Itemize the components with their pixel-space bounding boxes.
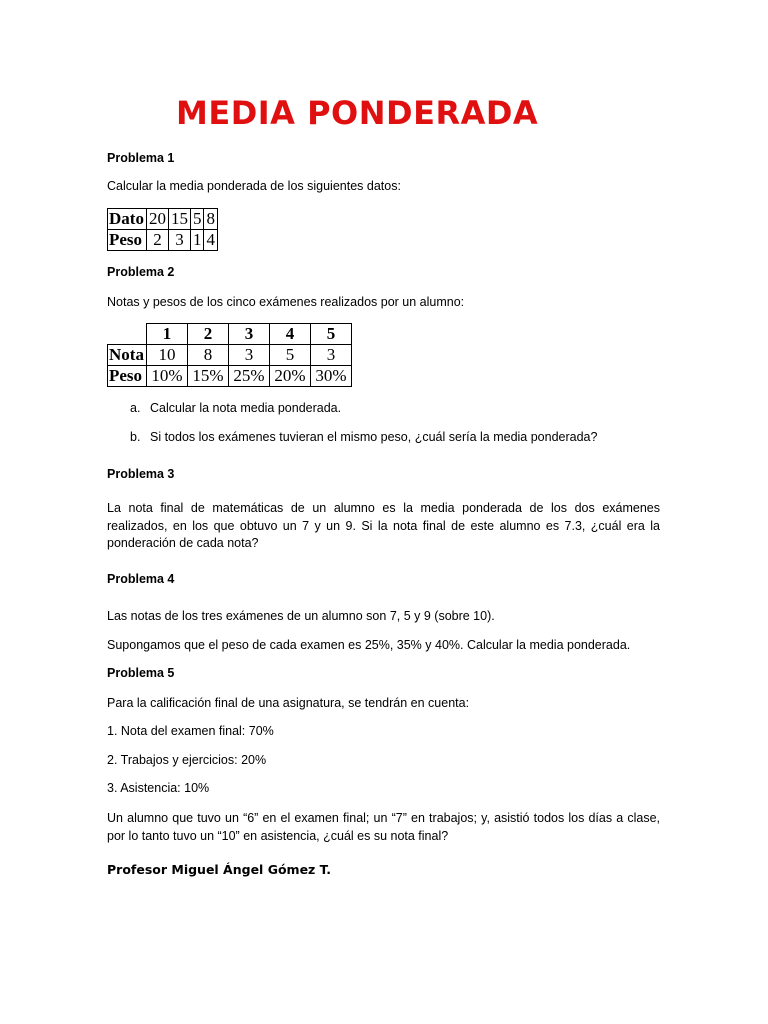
problem-4-line-2: Supongamos que el peso de cada examen es 25%, 35% y 40%. Calcular la media ponderada. <box>107 638 631 652</box>
table-row <box>108 366 352 387</box>
table-corner <box>108 324 147 345</box>
table-cell: 30% <box>310 366 351 387</box>
table-cell: 3 <box>228 345 269 366</box>
table-cell: 2 <box>146 230 168 251</box>
problem-3-text: La nota final de matemáticas de un alumno es la media ponderada de los dos exámenes realizados, en los que obtuvo un 7 y un 9. Si la nota final de este alumno es 7.3, ¿cuál era la ponderación de cada nota? <box>107 501 660 550</box>
problem-5-question: Un alumno que tuvo un “6” en el examen final; un “7” en trabajos; y, asistió todos los días a clase, por lo tanto tuvo un “10” en asistencia, ¿cuál es su nota final? <box>107 811 660 843</box>
problem-5-heading: Problema 5 <box>107 666 175 680</box>
table-row-label: Dato <box>108 209 147 230</box>
table-cell: 15% <box>187 366 228 387</box>
problem-4-line-1: Las notas de los tres exámenes de un alumno son 7, 5 y 9 (sobre 10). <box>107 609 495 623</box>
table-cell: 25% <box>228 366 269 387</box>
list-item-text: Calcular la nota media ponderada. <box>150 401 342 415</box>
problem-3-heading: Problema 3 <box>107 467 175 481</box>
author-signature: Profesor Miguel Ángel Gómez T. <box>107 862 332 877</box>
table-cell: 4 <box>204 230 218 251</box>
list-marker: a. <box>130 401 141 415</box>
table-header-row <box>108 324 352 345</box>
list-item: 3. Asistencia: 10% <box>107 781 210 795</box>
table-row <box>108 209 218 230</box>
column-header: 3 <box>228 324 269 345</box>
problem-1-text: Calcular la media ponderada de los siguientes datos: <box>107 179 401 193</box>
problem-2-text: Notas y pesos de los cinco exámenes realizados por un alumno: <box>107 295 465 309</box>
table-cell: 8 <box>204 209 218 230</box>
list-item: 1. Nota del examen final: 70% <box>107 724 274 738</box>
list-item <box>130 428 597 446</box>
column-header: 4 <box>269 324 310 345</box>
table-cell: 8 <box>187 345 228 366</box>
table-cell: 20 <box>146 209 168 230</box>
table-row-label: Nota <box>108 345 147 366</box>
problem-1-heading: Problema 1 <box>107 151 175 165</box>
problem-2-table <box>107 323 352 387</box>
table-row-label: Peso <box>108 230 147 251</box>
table-cell: 15 <box>168 209 190 230</box>
table-cell: 10 <box>146 345 187 366</box>
table-cell: 5 <box>190 209 204 230</box>
table-cell: 1 <box>190 230 204 251</box>
table-cell: 20% <box>269 366 310 387</box>
problem-4-heading: Problema 4 <box>107 572 175 586</box>
column-header: 2 <box>187 324 228 345</box>
table-cell: 5 <box>269 345 310 366</box>
problem-5-intro: Para la calificación final de una asignatura, se tendrán en cuenta: <box>107 696 470 710</box>
table-row <box>108 230 218 251</box>
list-item-text: Si todos los exámenes tuvieran el mismo peso, ¿cuál sería la media ponderada? <box>150 430 598 444</box>
column-header: 1 <box>146 324 187 345</box>
page-title: MEDIA PONDERADA <box>176 94 539 132</box>
table-cell: 10% <box>146 366 187 387</box>
problem-1-table <box>107 208 218 251</box>
list-item: 2. Trabajos y ejercicios: 20% <box>107 753 267 767</box>
problem-2-heading: Problema 2 <box>107 265 175 279</box>
table-row-label: Peso <box>108 366 147 387</box>
table-cell: 3 <box>310 345 351 366</box>
column-header: 5 <box>310 324 351 345</box>
list-marker: b. <box>130 430 141 444</box>
table-row <box>108 345 352 366</box>
list-item <box>130 399 341 417</box>
table-cell: 3 <box>168 230 190 251</box>
